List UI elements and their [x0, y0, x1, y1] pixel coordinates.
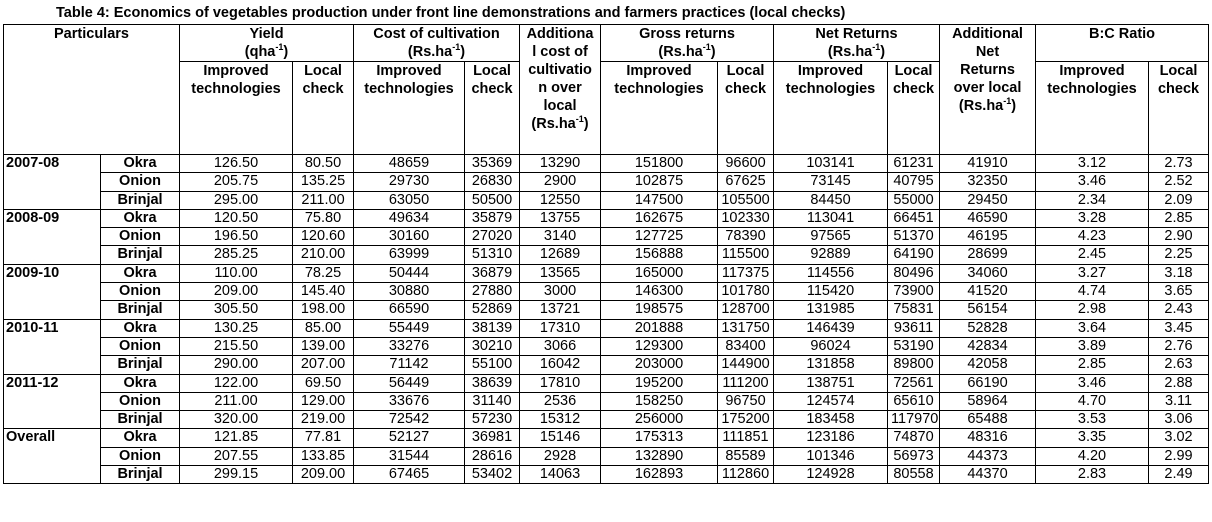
- value-cell: 146300: [601, 283, 718, 301]
- table-row: [4, 411, 1209, 429]
- value-cell: 63050: [354, 191, 465, 209]
- value-cell: 17810: [520, 374, 601, 392]
- vegetable-cell: Brinjal: [101, 411, 180, 429]
- value-cell: 127725: [601, 228, 718, 246]
- value-cell: 89800: [888, 356, 940, 374]
- value-cell: 3000: [520, 283, 601, 301]
- value-cell: 131985: [774, 301, 888, 319]
- value-cell: 128700: [718, 301, 774, 319]
- table-row: [4, 337, 1209, 355]
- value-cell: 92889: [774, 246, 888, 264]
- value-cell: 15312: [520, 411, 601, 429]
- vegetable-cell: Onion: [101, 392, 180, 410]
- value-cell: 203000: [601, 356, 718, 374]
- subheader-improved: Improved technologies: [774, 62, 888, 155]
- value-cell: 52127: [354, 429, 465, 447]
- value-cell: 33276: [354, 337, 465, 355]
- value-cell: 105500: [718, 191, 774, 209]
- value-cell: 101346: [774, 447, 888, 465]
- table-row: [4, 466, 1209, 484]
- value-cell: 198.00: [293, 301, 354, 319]
- value-cell: 96750: [718, 392, 774, 410]
- economics-table: [3, 24, 1209, 484]
- value-cell: 305.50: [180, 301, 293, 319]
- vegetable-cell: Brinjal: [101, 466, 180, 484]
- value-cell: 2.63: [1149, 356, 1209, 374]
- value-cell: 195200: [601, 374, 718, 392]
- value-cell: 14063: [520, 466, 601, 484]
- value-cell: 77.81: [293, 429, 354, 447]
- value-cell: 13290: [520, 155, 601, 173]
- value-cell: 139.00: [293, 337, 354, 355]
- value-cell: 28699: [940, 246, 1036, 264]
- value-cell: 3.06: [1149, 411, 1209, 429]
- value-cell: 44370: [940, 466, 1036, 484]
- value-cell: 56154: [940, 301, 1036, 319]
- value-cell: 69.50: [293, 374, 354, 392]
- value-cell: 71142: [354, 356, 465, 374]
- value-cell: 40795: [888, 173, 940, 191]
- value-cell: 114556: [774, 264, 888, 282]
- value-cell: 320.00: [180, 411, 293, 429]
- value-cell: 55100: [465, 356, 520, 374]
- value-cell: 131750: [718, 319, 774, 337]
- subheader-local-check: Local check: [293, 62, 354, 155]
- table-row: [4, 246, 1209, 264]
- value-cell: 3.46: [1036, 173, 1149, 191]
- table-row: [4, 429, 1209, 447]
- value-cell: 75.80: [293, 209, 354, 227]
- subheader-improved: Improved technologies: [1036, 62, 1149, 155]
- value-cell: 2536: [520, 392, 601, 410]
- table-row: [4, 191, 1209, 209]
- value-cell: 165000: [601, 264, 718, 282]
- value-cell: 46195: [940, 228, 1036, 246]
- value-cell: 131858: [774, 356, 888, 374]
- value-cell: 65610: [888, 392, 940, 410]
- value-cell: 13565: [520, 264, 601, 282]
- value-cell: 51370: [888, 228, 940, 246]
- value-cell: 102875: [601, 173, 718, 191]
- value-cell: 32350: [940, 173, 1036, 191]
- value-cell: 96024: [774, 337, 888, 355]
- value-cell: 2.25: [1149, 246, 1209, 264]
- value-cell: 80496: [888, 264, 940, 282]
- year-cell: Overall: [4, 429, 101, 484]
- value-cell: 46590: [940, 209, 1036, 227]
- value-cell: 42058: [940, 356, 1036, 374]
- value-cell: 80.50: [293, 155, 354, 173]
- value-cell: 198575: [601, 301, 718, 319]
- table-caption: Table 4: Economics of vegetables production under front line demonstrations and farmers practices (local checks): [56, 5, 846, 21]
- value-cell: 36879: [465, 264, 520, 282]
- value-cell: 146439: [774, 319, 888, 337]
- value-cell: 13755: [520, 209, 601, 227]
- table-row: [4, 155, 1209, 173]
- value-cell: 36981: [465, 429, 520, 447]
- value-cell: 78.25: [293, 264, 354, 282]
- value-cell: 145.40: [293, 283, 354, 301]
- table-row: [4, 209, 1209, 227]
- value-cell: 175200: [718, 411, 774, 429]
- value-cell: 48659: [354, 155, 465, 173]
- value-cell: 132890: [601, 447, 718, 465]
- value-cell: 207.55: [180, 447, 293, 465]
- year-cell: 2009-10: [4, 264, 101, 319]
- value-cell: 52869: [465, 301, 520, 319]
- value-cell: 2.52: [1149, 173, 1209, 191]
- value-cell: 61231: [888, 155, 940, 173]
- vegetable-cell: Onion: [101, 283, 180, 301]
- value-cell: 3.18: [1149, 264, 1209, 282]
- table-row: [4, 301, 1209, 319]
- value-cell: 210.00: [293, 246, 354, 264]
- subheader-local-check: Local check: [465, 62, 520, 155]
- value-cell: 84450: [774, 191, 888, 209]
- value-cell: 103141: [774, 155, 888, 173]
- value-cell: 73145: [774, 173, 888, 191]
- value-cell: 2.90: [1149, 228, 1209, 246]
- value-cell: 207.00: [293, 356, 354, 374]
- value-cell: 113041: [774, 209, 888, 227]
- value-cell: 3.89: [1036, 337, 1149, 355]
- value-cell: 72542: [354, 411, 465, 429]
- subheader-local-check: Local check: [1149, 62, 1209, 155]
- vegetable-cell: Onion: [101, 173, 180, 191]
- value-cell: 53402: [465, 466, 520, 484]
- value-cell: 35879: [465, 209, 520, 227]
- value-cell: 33676: [354, 392, 465, 410]
- value-cell: 2.85: [1149, 209, 1209, 227]
- vegetable-cell: Onion: [101, 447, 180, 465]
- subheader-improved: Improved technologies: [354, 62, 465, 155]
- value-cell: 219.00: [293, 411, 354, 429]
- value-cell: 211.00: [293, 191, 354, 209]
- vegetable-cell: Okra: [101, 319, 180, 337]
- value-cell: 74870: [888, 429, 940, 447]
- value-cell: 285.25: [180, 246, 293, 264]
- value-cell: 38639: [465, 374, 520, 392]
- value-cell: 27880: [465, 283, 520, 301]
- value-cell: 78390: [718, 228, 774, 246]
- value-cell: 42834: [940, 337, 1036, 355]
- vegetable-cell: Brinjal: [101, 191, 180, 209]
- value-cell: 83400: [718, 337, 774, 355]
- vegetable-cell: Brinjal: [101, 301, 180, 319]
- value-cell: 15146: [520, 429, 601, 447]
- value-cell: 3140: [520, 228, 601, 246]
- value-cell: 65488: [940, 411, 1036, 429]
- value-cell: 66590: [354, 301, 465, 319]
- year-cell: 2008-09: [4, 209, 101, 264]
- value-cell: 151800: [601, 155, 718, 173]
- value-cell: 4.20: [1036, 447, 1149, 465]
- value-cell: 2.09: [1149, 191, 1209, 209]
- value-cell: 50500: [465, 191, 520, 209]
- value-cell: 29730: [354, 173, 465, 191]
- value-cell: 3.02: [1149, 429, 1209, 447]
- value-cell: 55000: [888, 191, 940, 209]
- value-cell: 2.49: [1149, 466, 1209, 484]
- value-cell: 2.45: [1036, 246, 1149, 264]
- value-cell: 49634: [354, 209, 465, 227]
- year-cell: 2010-11: [4, 319, 101, 374]
- value-cell: 41520: [940, 283, 1036, 301]
- value-cell: 67625: [718, 173, 774, 191]
- value-cell: 135.25: [293, 173, 354, 191]
- value-cell: 56973: [888, 447, 940, 465]
- value-cell: 58964: [940, 392, 1036, 410]
- subheader-improved: Improved technologies: [180, 62, 293, 155]
- value-cell: 85.00: [293, 319, 354, 337]
- value-cell: 12689: [520, 246, 601, 264]
- value-cell: 2.83: [1036, 466, 1149, 484]
- header-cost-of-cultivation: Cost of cultivation $(Rs.ha^{-1})$: [354, 25, 520, 62]
- value-cell: 117970: [888, 411, 940, 429]
- value-cell: 175313: [601, 429, 718, 447]
- value-cell: 147500: [601, 191, 718, 209]
- value-cell: 121.85: [180, 429, 293, 447]
- value-cell: 3.35: [1036, 429, 1149, 447]
- value-cell: 50444: [354, 264, 465, 282]
- value-cell: 102330: [718, 209, 774, 227]
- value-cell: 110.00: [180, 264, 293, 282]
- value-cell: 2.73: [1149, 155, 1209, 173]
- value-cell: 295.00: [180, 191, 293, 209]
- value-cell: 123186: [774, 429, 888, 447]
- value-cell: 41910: [940, 155, 1036, 173]
- value-cell: 80558: [888, 466, 940, 484]
- value-cell: 124928: [774, 466, 888, 484]
- value-cell: 126.50: [180, 155, 293, 173]
- value-cell: 2.88: [1149, 374, 1209, 392]
- value-cell: 111200: [718, 374, 774, 392]
- value-cell: 183458: [774, 411, 888, 429]
- vegetable-cell: Onion: [101, 228, 180, 246]
- value-cell: 3.64: [1036, 319, 1149, 337]
- header-net-returns: Net Returns $(Rs.ha^{-1})$: [774, 25, 940, 62]
- value-cell: 129.00: [293, 392, 354, 410]
- value-cell: 66451: [888, 209, 940, 227]
- value-cell: 101780: [718, 283, 774, 301]
- header-additional-cost: Additiona l cost of cultivatio n over local $(Rs.ha^{-1})$: [520, 25, 601, 155]
- value-cell: 111851: [718, 429, 774, 447]
- value-cell: 205.75: [180, 173, 293, 191]
- table-row: [4, 374, 1209, 392]
- value-cell: 17310: [520, 319, 601, 337]
- value-cell: 97565: [774, 228, 888, 246]
- value-cell: 16042: [520, 356, 601, 374]
- value-cell: 2.76: [1149, 337, 1209, 355]
- value-cell: 56449: [354, 374, 465, 392]
- value-cell: 29450: [940, 191, 1036, 209]
- value-cell: 51310: [465, 246, 520, 264]
- value-cell: 30160: [354, 228, 465, 246]
- value-cell: 209.00: [293, 466, 354, 484]
- value-cell: 209.00: [180, 283, 293, 301]
- value-cell: 115420: [774, 283, 888, 301]
- value-cell: 2900: [520, 173, 601, 191]
- value-cell: 2.43: [1149, 301, 1209, 319]
- value-cell: 156888: [601, 246, 718, 264]
- value-cell: 2928: [520, 447, 601, 465]
- value-cell: 31544: [354, 447, 465, 465]
- value-cell: 196.50: [180, 228, 293, 246]
- vegetable-cell: Okra: [101, 429, 180, 447]
- subheader-local-check: Local check: [718, 62, 774, 155]
- value-cell: 3.11: [1149, 392, 1209, 410]
- value-cell: 64190: [888, 246, 940, 264]
- value-cell: 3.12: [1036, 155, 1149, 173]
- value-cell: 72561: [888, 374, 940, 392]
- subheader-improved: Improved technologies: [601, 62, 718, 155]
- value-cell: 63999: [354, 246, 465, 264]
- value-cell: 115500: [718, 246, 774, 264]
- value-cell: 93611: [888, 319, 940, 337]
- value-cell: 27020: [465, 228, 520, 246]
- value-cell: 73900: [888, 283, 940, 301]
- value-cell: 57230: [465, 411, 520, 429]
- table-row: [4, 228, 1209, 246]
- value-cell: 67465: [354, 466, 465, 484]
- value-cell: 3.28: [1036, 209, 1149, 227]
- value-cell: 2.99: [1149, 447, 1209, 465]
- value-cell: 299.15: [180, 466, 293, 484]
- subheader-local-check: Local check: [888, 62, 940, 155]
- value-cell: 162893: [601, 466, 718, 484]
- value-cell: 133.85: [293, 447, 354, 465]
- value-cell: 4.74: [1036, 283, 1149, 301]
- value-cell: 120.50: [180, 209, 293, 227]
- value-cell: 30210: [465, 337, 520, 355]
- table-row: [4, 356, 1209, 374]
- value-cell: 13721: [520, 301, 601, 319]
- table-row: [4, 173, 1209, 191]
- value-cell: 4.70: [1036, 392, 1149, 410]
- value-cell: 48316: [940, 429, 1036, 447]
- value-cell: 34060: [940, 264, 1036, 282]
- value-cell: 55449: [354, 319, 465, 337]
- value-cell: 256000: [601, 411, 718, 429]
- value-cell: 26830: [465, 173, 520, 191]
- value-cell: 28616: [465, 447, 520, 465]
- value-cell: 129300: [601, 337, 718, 355]
- table-row: [4, 447, 1209, 465]
- table-row: [4, 283, 1209, 301]
- value-cell: 120.60: [293, 228, 354, 246]
- value-cell: 117375: [718, 264, 774, 282]
- value-cell: 31140: [465, 392, 520, 410]
- value-cell: 215.50: [180, 337, 293, 355]
- table-row: [4, 392, 1209, 410]
- value-cell: 144900: [718, 356, 774, 374]
- value-cell: 85589: [718, 447, 774, 465]
- value-cell: 211.00: [180, 392, 293, 410]
- value-cell: 290.00: [180, 356, 293, 374]
- value-cell: 122.00: [180, 374, 293, 392]
- year-cell: 2011-12: [4, 374, 101, 429]
- vegetable-cell: Okra: [101, 209, 180, 227]
- value-cell: 12550: [520, 191, 601, 209]
- value-cell: 44373: [940, 447, 1036, 465]
- table-row: [4, 264, 1209, 282]
- value-cell: 162675: [601, 209, 718, 227]
- value-cell: 66190: [940, 374, 1036, 392]
- value-cell: 158250: [601, 392, 718, 410]
- value-cell: 4.23: [1036, 228, 1149, 246]
- value-cell: 52828: [940, 319, 1036, 337]
- value-cell: 3.27: [1036, 264, 1149, 282]
- header-particulars: Particulars: [4, 25, 180, 155]
- value-cell: 75831: [888, 301, 940, 319]
- value-cell: 138751: [774, 374, 888, 392]
- vegetable-cell: Onion: [101, 337, 180, 355]
- value-cell: 2.85: [1036, 356, 1149, 374]
- value-cell: 30880: [354, 283, 465, 301]
- value-cell: 3066: [520, 337, 601, 355]
- header-additional-net-returns: Additional Net Returns over local $(Rs.ha^{-1})$: [940, 25, 1036, 155]
- vegetable-cell: Brinjal: [101, 356, 180, 374]
- value-cell: 112860: [718, 466, 774, 484]
- value-cell: 3.45: [1149, 319, 1209, 337]
- vegetable-cell: Okra: [101, 264, 180, 282]
- value-cell: 2.98: [1036, 301, 1149, 319]
- value-cell: 35369: [465, 155, 520, 173]
- vegetable-cell: Brinjal: [101, 246, 180, 264]
- year-cell: 2007-08: [4, 155, 101, 210]
- value-cell: 3.53: [1036, 411, 1149, 429]
- value-cell: 2.34: [1036, 191, 1149, 209]
- value-cell: 124574: [774, 392, 888, 410]
- value-cell: 53190: [888, 337, 940, 355]
- value-cell: 130.25: [180, 319, 293, 337]
- value-cell: 3.65: [1149, 283, 1209, 301]
- table-row: [4, 319, 1209, 337]
- header-bc-ratio: B:C Ratio: [1036, 25, 1209, 62]
- vegetable-cell: Okra: [101, 374, 180, 392]
- header-gross-returns: Gross returns $(Rs.ha^{-1})$: [601, 25, 774, 62]
- vegetable-cell: Okra: [101, 155, 180, 173]
- value-cell: 201888: [601, 319, 718, 337]
- value-cell: 3.46: [1036, 374, 1149, 392]
- value-cell: 38139: [465, 319, 520, 337]
- value-cell: 96600: [718, 155, 774, 173]
- header-yield: Yield (qha$^{-1}$): [180, 25, 354, 62]
